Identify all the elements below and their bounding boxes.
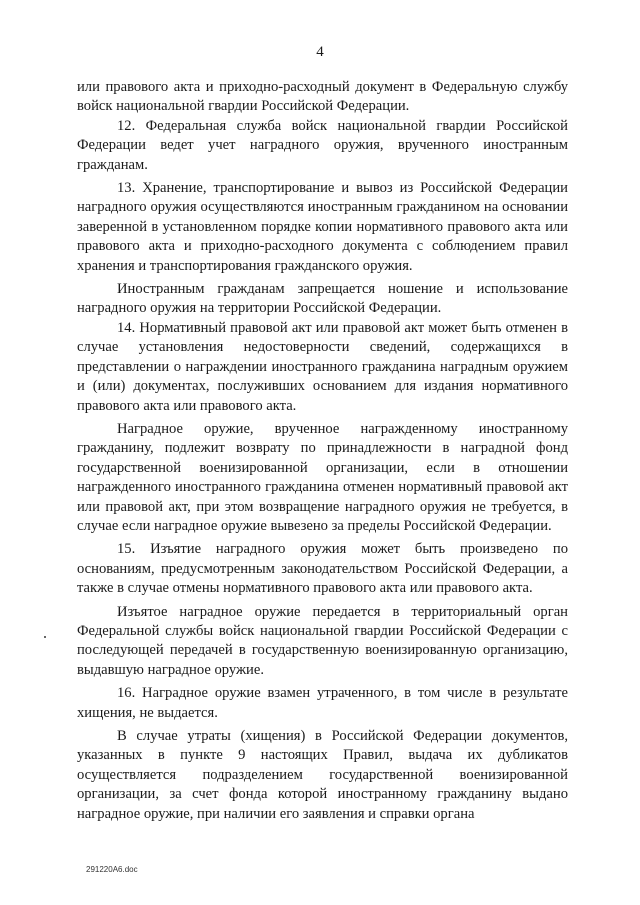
paragraph-16: 16. Наградное оружие взамен утраченного, в том числе в результате хищения, не выдается. — [77, 685, 568, 721]
paragraph-14: 14. Нормативный правовой акт или правовой акт может быть отменен в случае установления недостоверности сведений, содержащихся в представлении о награждении иностранного гражданина наградным оружием и (или) документах, послуживших основанием для издания нормативного правового акта или правового акта. — [77, 319, 568, 414]
footer-filename: 291220A6.doc — [86, 865, 138, 874]
paragraph-14-note: Наградное оружие, врученное награжденному иностранному гражданину, подлежит возврату по принадлежности в наградной фонд государственной военизированной организации, если в отношении награжденного иностранного гражданина отменен нормативный правовой акт или правовой акт, при этом возвращение наградного оружия не требуется, в случае если наградное оружие вывезено за пределы Российской Федерации. — [77, 420, 568, 534]
paragraph-15: 15. Изъятие наградного оружия может быть произведено по основаниям, предусмотренным законодательством Российской Федерации, а также в случае отмены нормативного правового акта или правового акта. — [77, 541, 568, 597]
document-body — [77, 78, 568, 824]
paragraph-13: 13. Хранение, транспортирование и вывоз из Российской Федерации наградного оружия осуществляются иностранным гражданином на основании заверенной в установленном порядке копии нормативного правового акта или правового акта и приходно-расходного документа с соблюдением правил хранения и транспортирования гражданского оружия. — [77, 180, 568, 274]
paragraph-15-note: Изъятое наградное оружие передается в территориальный орган Федеральной службы войск национальной гвардии Российской Федерации с последующей передачей в государственную военизированную организацию, выдавшую наградное оружие. — [77, 603, 568, 678]
page-number: 4 — [316, 44, 324, 60]
paragraph-12: 12. Федеральная служба войск национальной гвардии Российской Федерации ведет учет наградного оружия, врученного иностранным гражданам. — [77, 117, 568, 173]
paragraph-continuation: или правового акта и приходно-расходный документ в Федеральную службу войск национальной гвардии Российской Федерации. — [77, 79, 568, 115]
margin-mark — [44, 636, 46, 638]
paragraph-16-note: В случае утраты (хищения) в Российской Федерации документов, указанных в пункте 9 настоящих Правил, выдача их дубликатов осуществляется подразделением государственной военизированной организации, за счет фонда которой иностранному гражданину выдано наградное оружие, при наличии его заявления и справки органа — [77, 728, 568, 822]
paragraph-13-note: Иностранным гражданам запрещается ношение и использование наградного оружия на территории Российской Федерации. — [77, 281, 568, 317]
